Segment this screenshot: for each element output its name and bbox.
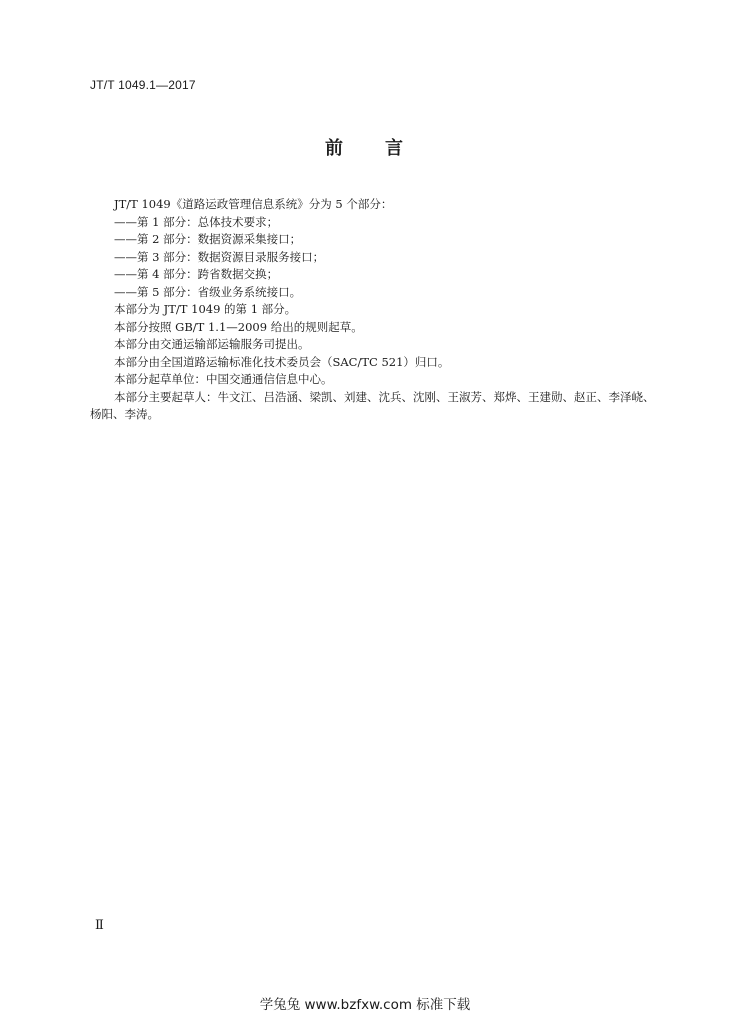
paragraph: 本部分按照 GB/T 1.1—2009 给出的规则起草。: [114, 319, 363, 334]
paragraph: ——第 1 部分：总体技术要求；: [114, 214, 279, 229]
footer-watermark: 学兔兔 www.bzfxw.com 标准下载: [259, 997, 471, 1013]
paragraph: ——第 2 部分：数据资源采集接口；: [114, 232, 302, 246]
paragraph: JT/T 1049《道路运政管理信息系统》分为 5 个部分：: [114, 197, 393, 211]
paragraph: ——第 3 部分：数据资源目录服务接口；: [114, 249, 325, 264]
paragraph: 本部分主要起草人：牛文江、吕浩涵、梁凯、刘建、沈兵、沈刚、王淑芳、郑烨、王建勋、赵正、李泽峣、杨阳、李涛。: [90, 389, 655, 421]
paragraph: 本部分由全国道路运输标准化技术委员会（SAC/TC 521）归口。: [114, 354, 450, 369]
paragraph: ——第 4 部分：跨省数据交换；: [114, 267, 279, 281]
paragraph: 本部分由交通运输部运输服务司提出。: [114, 337, 310, 351]
page-title: [0, 134, 730, 160]
title-char-2: 言: [385, 138, 405, 159]
preface-body: [90, 196, 660, 424]
page-number: Ⅱ: [95, 918, 104, 933]
paragraph: 本部分为 JT/T 1049 的第 1 部分。: [114, 302, 297, 316]
standard-code: JT/T 1049.1—2017: [90, 78, 196, 92]
paragraph: ——第 5 部分：省级业务系统接口。: [114, 284, 302, 299]
title-char-1: 前: [325, 138, 345, 159]
paragraph: 本部分起草单位：中国交通通信信息中心。: [114, 372, 333, 386]
